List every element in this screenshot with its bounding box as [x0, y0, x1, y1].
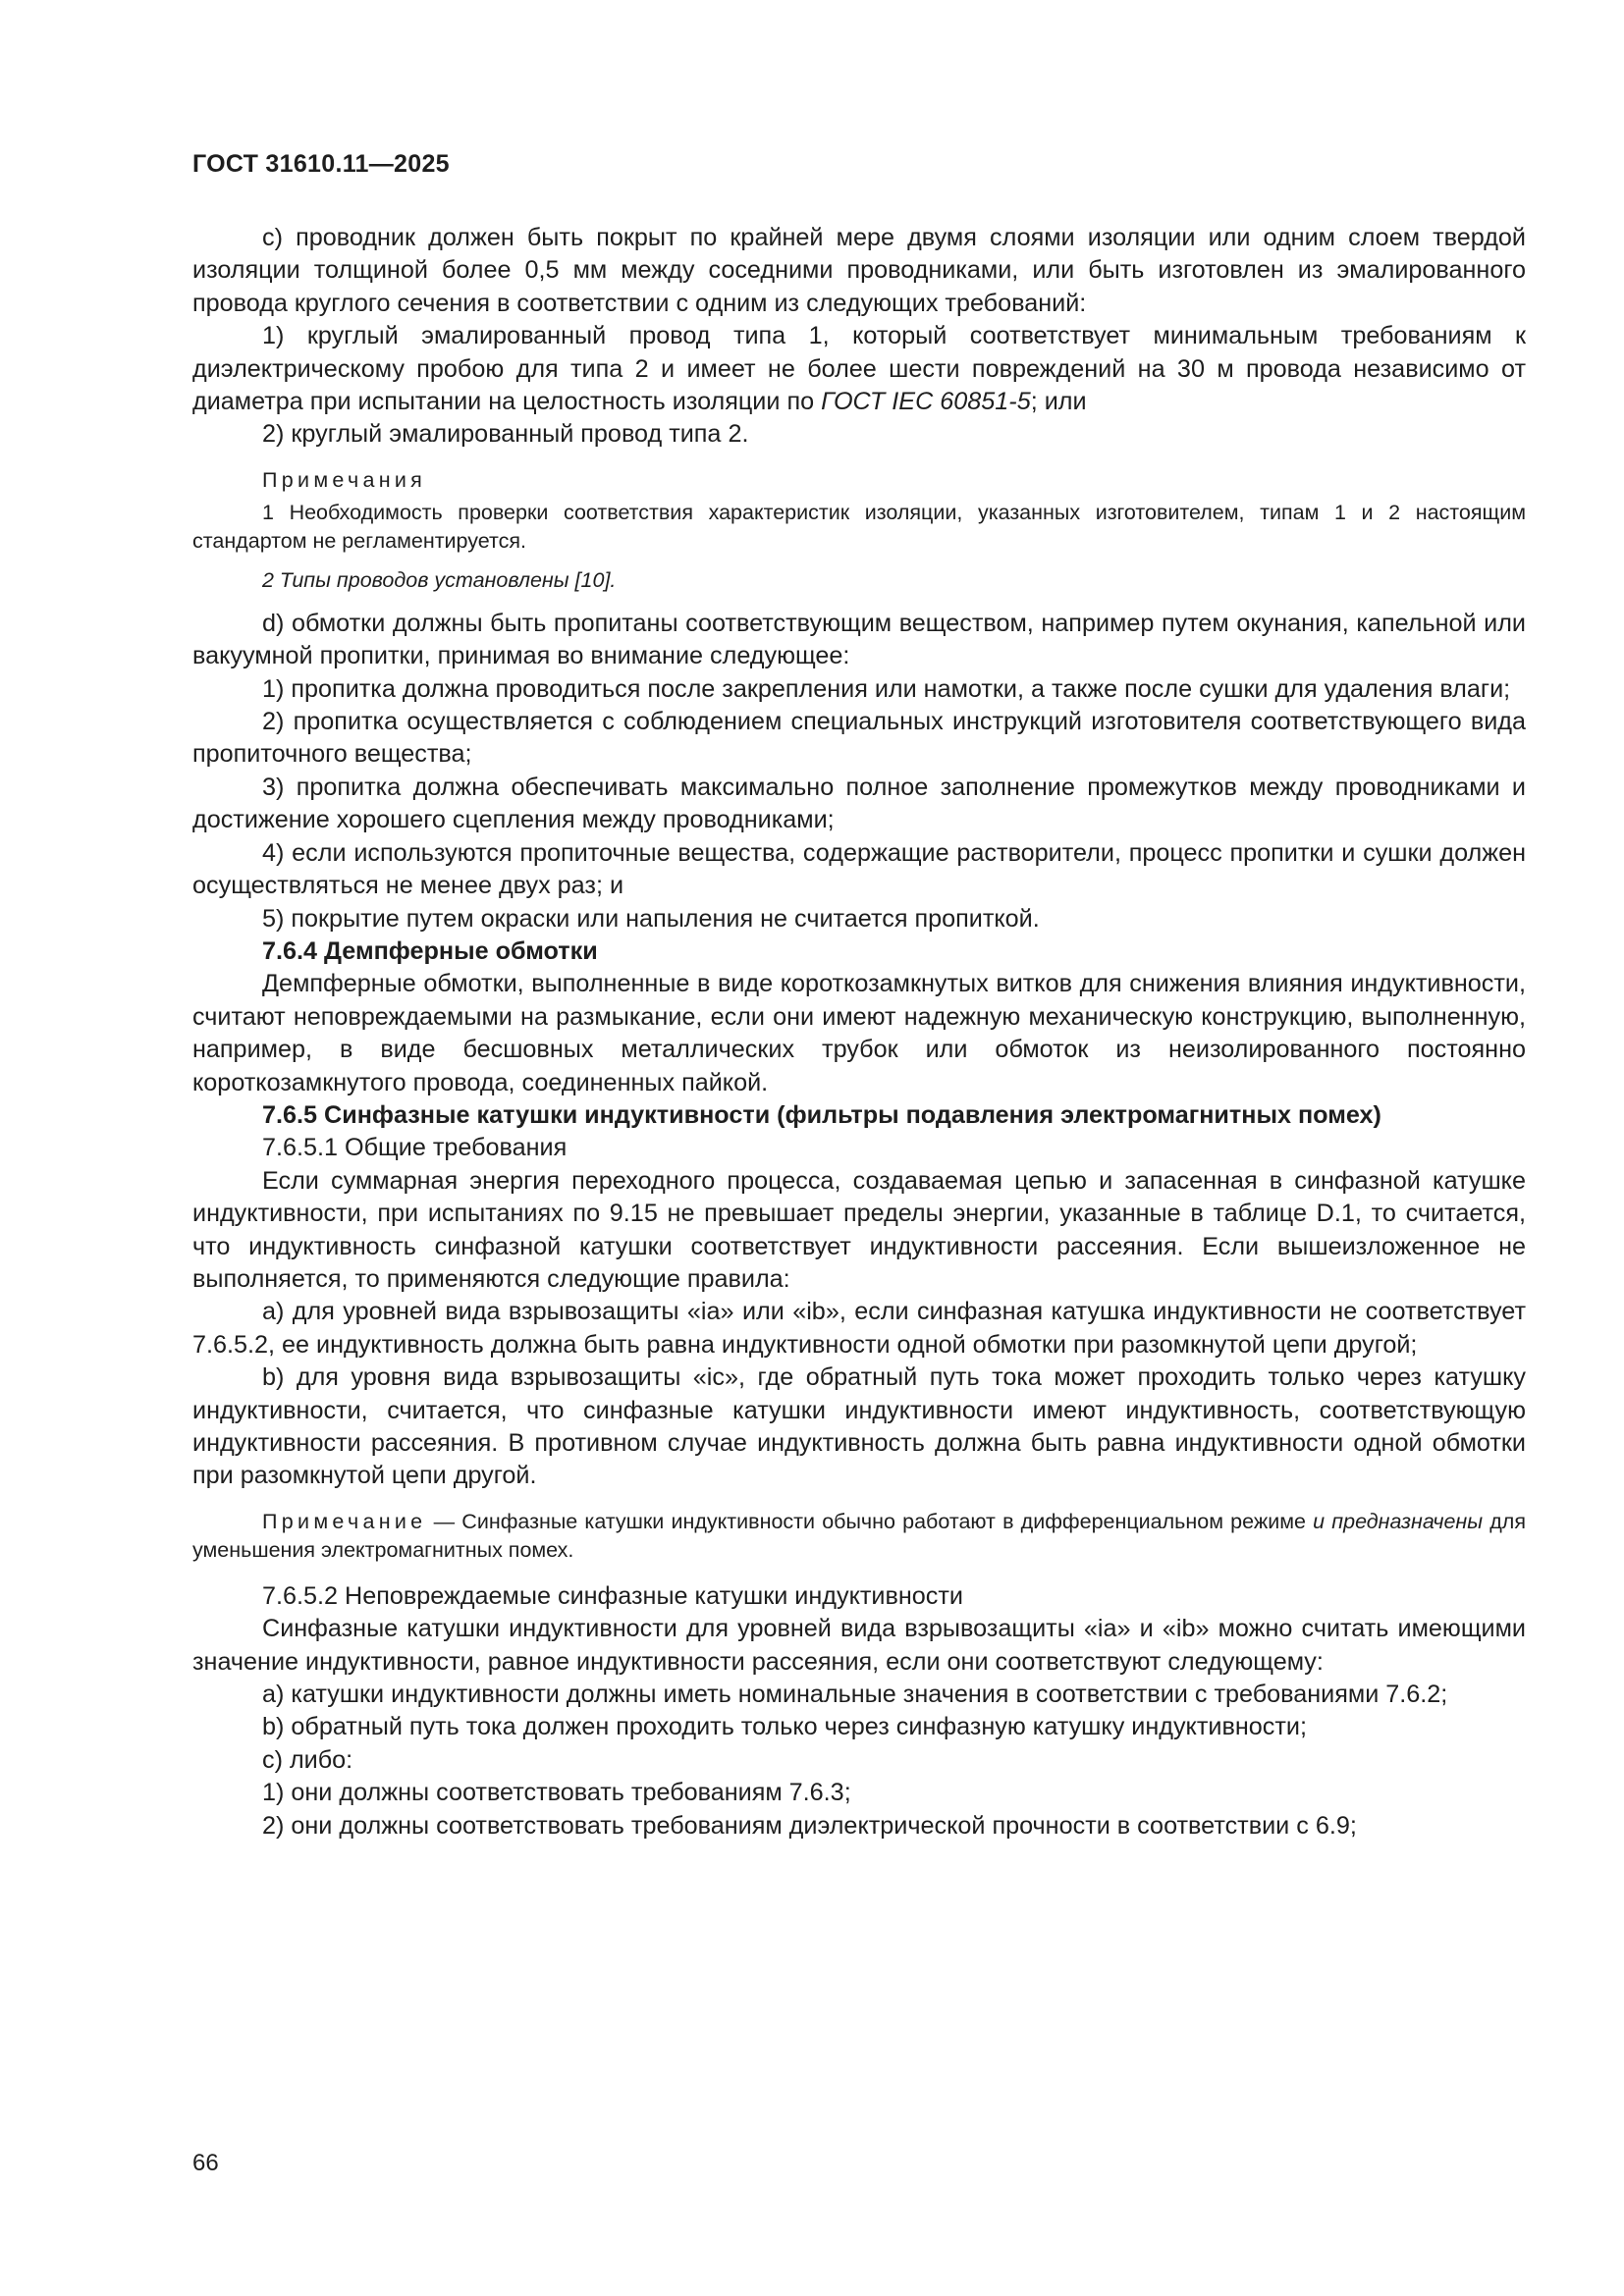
page-body [192, 222, 1526, 1842]
paragraph-7-6-5-2: Синфазные катушки индуктивности для уровней вида взрывозащиты «ia» и «ib» можно считать имеющими значение индуктивности, равное индуктивности рассеяния, если они соответствуют следующему: [192, 1615, 1526, 1676]
paragraph-d4: 4) если используются пропиточные вещества, содержащие растворители, процесс пропитки и сушки должен осуществляться не менее двух раз; и [192, 838, 1526, 900]
note-2 [192, 566, 1526, 595]
standard-reference: ГОСТ IEC 60851-5 [821, 388, 1031, 416]
c1-tail: ; или [1030, 388, 1087, 416]
note-label: Примечание [262, 1509, 427, 1533]
paragraph-d5: 5) покрытие путем окраски или напыления не считается пропиткой. [262, 904, 1040, 933]
notes-label-text: Примечания [262, 467, 427, 492]
note-common-mode [192, 1508, 1526, 1565]
paragraph-7-6-5-1-b: b) для уровня вида взрывозащиты «ic», где обратный путь тока может проходить только через катушку индуктивности, считается, что синфазные катушки индуктивности имеют индуктивность, соответствующую индуктивности рассеяния. В противном случае индуктивность должна быть равна индуктивности одной обмотки при разомкнутой цепи другой. [192, 1363, 1526, 1490]
paragraph-d1: 1) пропитка должна проводиться после закрепления или намотки, а также после сушки для удаления влаги; [262, 674, 1511, 703]
subheading-7-6-5-1: 7.6.5.1 Общие требования [262, 1134, 568, 1162]
heading-7-6-5: 7.6.5 Синфазные катушки индуктивности (фильтры подавления электромагнитных помех) [262, 1100, 1381, 1129]
paragraph-7-6-5-1: Если суммарная энергия переходного процесса, создаваемая цепью и запасенная в синфазной катушке индуктивности, при испытаниях по 9.15 не превышает пределы энергии, указанные в таблице D.1, то считается, что индуктивность синфазной катушки соответствует индуктивности рассеяния. Если вышеизложенное не выполняется, то применяются следующие правила: [192, 1166, 1526, 1293]
paragraph-7-6-5-1-a: a) для уровней вида взрывозащиты «ia» или «ib», если синфазная катушка индуктивности не соответствует 7.6.5.2, ее индуктивность должна быть равна индуктивности одной обмотки при разомкнутой цепи другой; [192, 1298, 1526, 1359]
note-2-text: 2 Типы проводов установлены [10]. [262, 567, 617, 592]
notes-label [192, 465, 1526, 495]
page-number: 66 [192, 2150, 219, 2176]
paragraph-7-6-5-2-a: a) катушки индуктивности должны иметь номинальные значения в соответствии с требованиями 7.6.2; [262, 1681, 1448, 1709]
heading-7-6-4: 7.6.4 Демпферные обмотки [262, 936, 598, 965]
paragraph-d3: 3) пропитка должна обеспечивать максимально полное заполнение промежутков между проводниками и достижение хорошего сцепления между проводниками; [192, 773, 1526, 834]
document-header: ГОСТ 31610.11—2025 [192, 150, 450, 178]
paragraph-7-6-5-2-c1: 1) они должны соответствовать требованиям 7.6.3; [262, 1779, 851, 1807]
subheading-7-6-5-2: 7.6.5.2 Неповреждаемые синфазные катушки индуктивности [262, 1581, 963, 1610]
paragraph-7-6-5-2-c: c) либо: [262, 1745, 353, 1774]
note-text-b: для уменьшения электромагнитных помех. [192, 1509, 1526, 1562]
paragraph-7-6-5-2-b: b) обратный путь тока должен проходить только через синфазную катушку индуктивности; [262, 1713, 1307, 1741]
note-1: 1 Необходимость проверки соответствия характеристик изоляции, указанных изготовителем, типам 1 и 2 настоящим стандартом не регламентируется. [192, 500, 1526, 553]
c1-text: 1) круглый эмалированный провод типа 1, который соответствует минимальным требованиям к диэлектрическому пробою для типа 2 и имеет не более шести повреждений на 30 м провода независимо от диаметра при испытании на целостность изоляции по [192, 322, 1526, 416]
paragraph-c2: 2) круглый эмалированный провод типа 2. [262, 420, 749, 449]
note-text-a: — Синфазные катушки индуктивности обычно работают в дифференциальном режиме [426, 1509, 1314, 1533]
note-italic: и предназначены [1313, 1509, 1484, 1533]
paragraph-7-6-4: Демпферные обмотки, выполненные в виде короткозамкнутых витков для снижения влияния индуктивности, считают неповреждаемыми на размыкание, если они имеют надежную механическую конструкцию, выполненную, например, в виде бесшовных металлических трубок или обмоток из неизолированного постоянно короткозамкнутого провода, соединенных пайкой. [192, 970, 1526, 1096]
paragraph-d: d) обмотки должны быть пропитаны соответствующим веществом, например путем окунания, капельной или вакуумной пропитки, принимая во внимание следующее: [192, 609, 1526, 670]
paragraph-c: c) проводник должен быть покрыт по крайней мере двумя слоями изоляции или одним слоем твердой изоляции толщиной более 0,5 мм между соседними проводниками, или быть изготовлен из эмалированного провода круглого сечения в соответствии с одним из следующих требований: [192, 224, 1526, 317]
paragraph-c1 [192, 320, 1526, 418]
paragraph-7-6-5-2-c2: 2) они должны соответствовать требованиям диэлектрической прочности в соответствии с 6.9; [262, 1811, 1357, 1840]
paragraph-d2: 2) пропитка осуществляется с соблюдением специальных инструкций изготовителя соответствующего вида пропиточного вещества; [192, 708, 1526, 769]
